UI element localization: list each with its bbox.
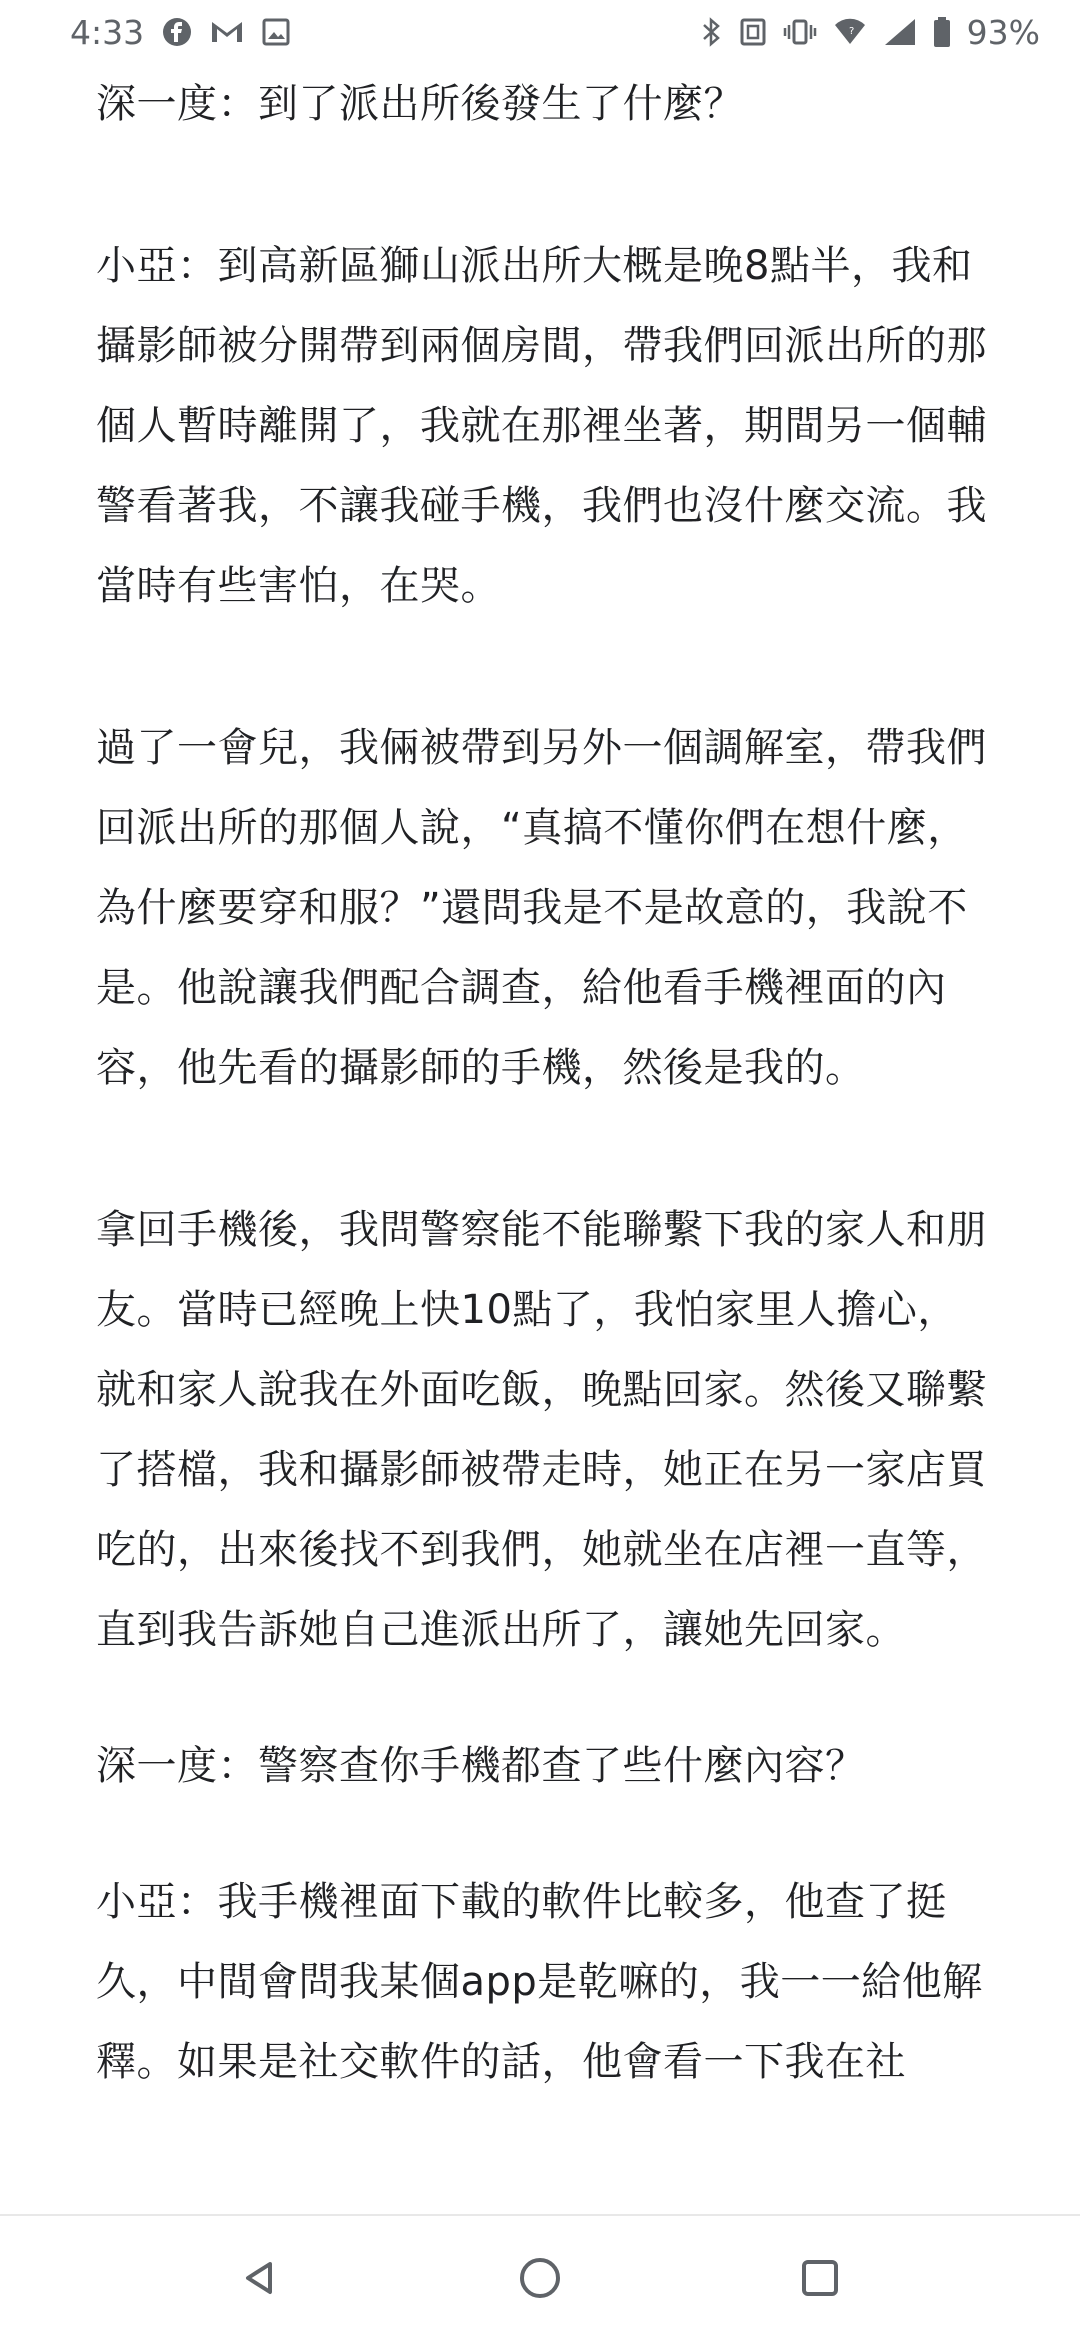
svg-text:?: ?: [848, 26, 854, 37]
image-icon: [262, 18, 290, 46]
home-button[interactable]: [500, 2238, 580, 2318]
status-time: 4:33: [70, 12, 145, 52]
recents-button[interactable]: [780, 2238, 860, 2318]
battery-percent: 93%: [966, 12, 1040, 52]
article-paragraph-5: 深一度：警察查你手機都查了些什麼內容？: [96, 1743, 866, 1789]
status-bar: [0, 0, 1080, 64]
back-button[interactable]: [220, 2238, 300, 2318]
signal-icon: [883, 17, 917, 47]
home-icon: [517, 2255, 563, 2301]
status-left: [70, 13, 290, 52]
article-paragraph-6: 小亞：我手機裡面下載的軟件比較多，他查了挺久，中間會問我某個app是乾嘛的，我一一給他解釋。如果是社交軟件的話，他會看一下我在社: [96, 1879, 983, 2085]
vibrate-icon: [783, 17, 817, 47]
article-content: [96, 64, 996, 2214]
recents-icon: [800, 2258, 840, 2298]
article-paragraph-3: 過了一會兒，我倆被帶到另外一個調解室，帶我們回派出所的那個人說，“真搞不懂你們在想什麼，為什麼要穿和服？”還問我是不是故意的，我說不是。他說讓我們配合調查，給他看手機裡面的內容，他先看的攝影師的手機，然後是我的。: [96, 725, 987, 1091]
back-icon: [240, 2258, 280, 2298]
article-paragraph-1: 深一度：到了派出所後發生了什麼？: [96, 81, 744, 127]
article-paragraph-4: 拿回手機後，我問警察能不能聯繫下我的家人和朋友。當時已經晚上快10點了，我怕家里人擔心，就和家人說我在外面吃飯，晚點回家。然後又聯繫了搭檔，我和攝影師被帶走時，她正在另一家店買吃的，出來後找不到我們，她就坐在店裡一直等，直到我告訴她自己進派出所了，讓她先回家。: [96, 1207, 987, 1653]
wifi-icon: [833, 17, 867, 47]
navigation-bar: [0, 2214, 1080, 2340]
article-paragraph-2: 小亞：到高新區獅山派出所大概是晚8點半，我和攝影師被分開帶到兩個房間，帶我們回派出所的那個人暫時離開了，我就在那裡坐著，期間另一個輔警看著我，不讓我碰手機，我們也沒什麼交流。我當時有些害怕，在哭。: [96, 243, 987, 609]
gmail-icon: [210, 18, 244, 46]
status-right: [701, 13, 1040, 52]
facebook-icon: [162, 17, 192, 47]
battery-icon: [933, 16, 951, 48]
nfc-icon: [739, 17, 767, 47]
bluetooth-icon: [701, 16, 723, 48]
